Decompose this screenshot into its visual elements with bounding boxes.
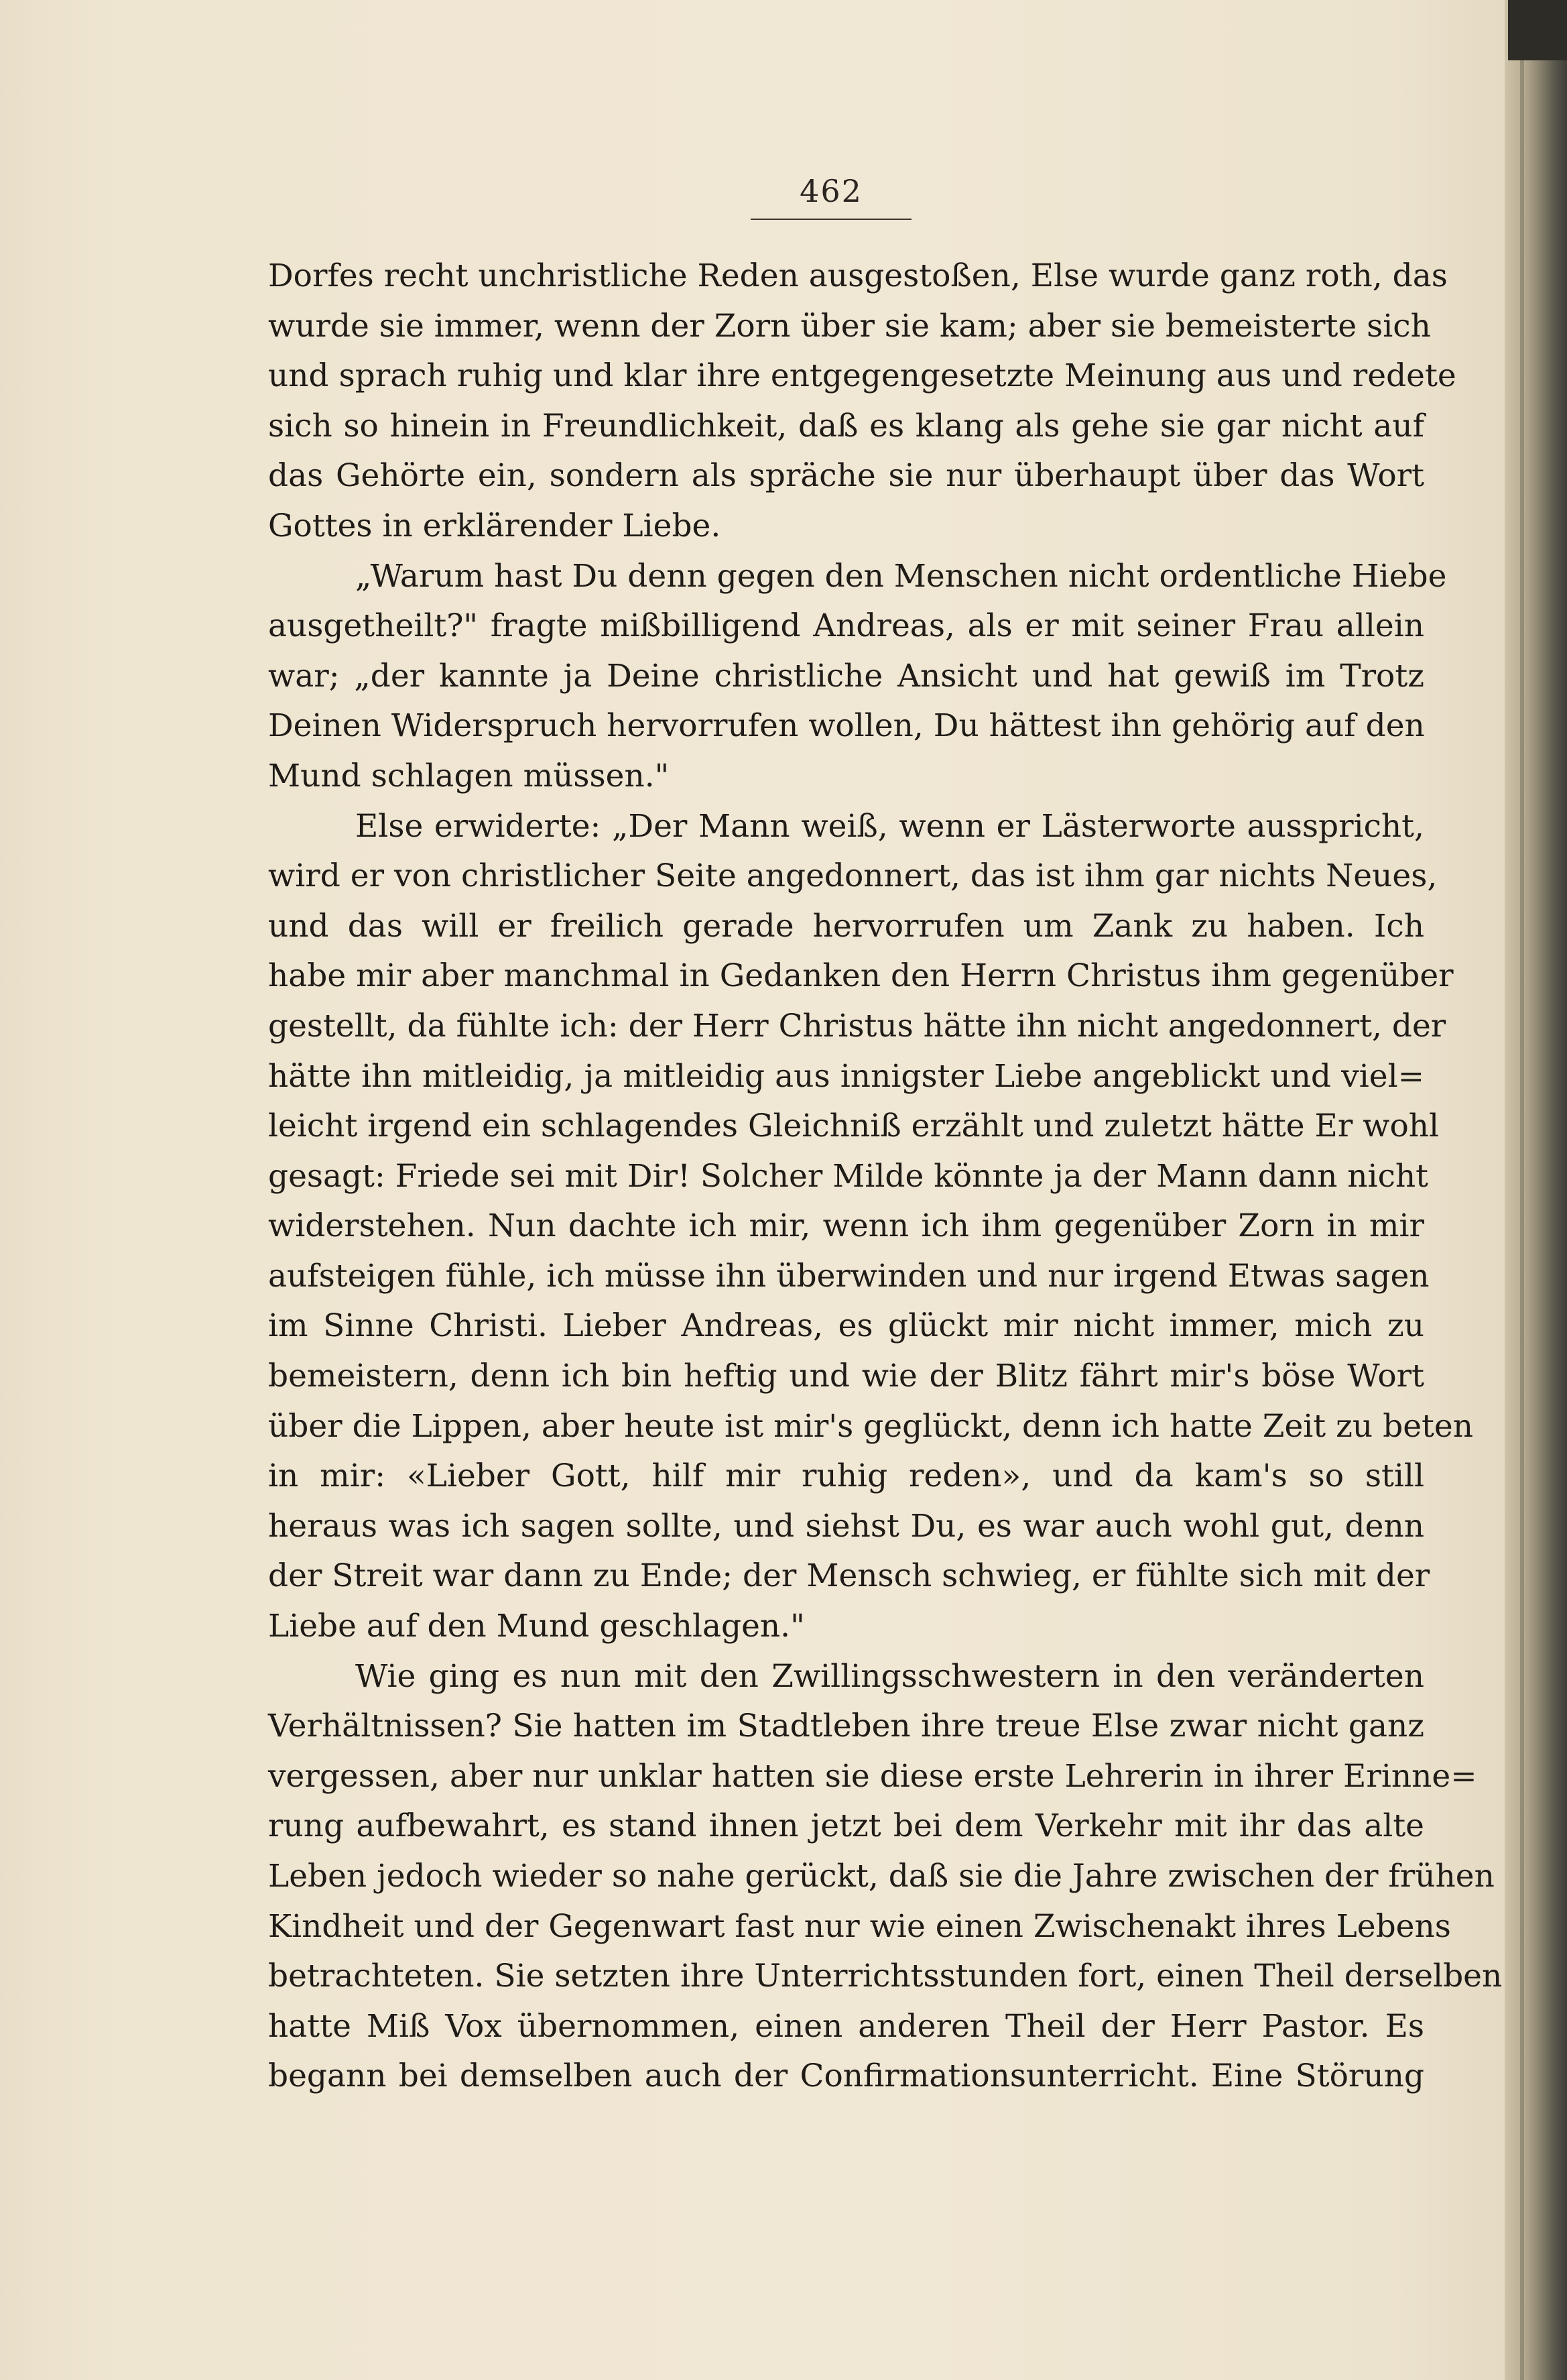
page-number-rule — [751, 219, 912, 220]
body-text — [268, 251, 1503, 2102]
text-line: aufsteigen fühle, ich müsse ihn überwinden und nur irgend Etwas sagen — [268, 1257, 1430, 1295]
text-line: Deinen Widerspruch hervorrufen wollen, Du hättest ihn gehörig auf den — [268, 707, 1425, 745]
text-line: gesagt: Friede sei mit Dir! Solcher Milde könnte ja der Mann dann nicht — [268, 1157, 1429, 1195]
text-line: Wie ging es nun mit den Zwillingsschwestern in den veränderten — [355, 1657, 1424, 1695]
text-line: Kindheit und der Gegenwart fast nur wie einen Zwischenakt ihres Lebens — [268, 1907, 1451, 1945]
text-line: widerstehen. Nun dachte ich mir, wenn ich ihm gegenüber Zorn in mir — [268, 1207, 1424, 1245]
text-line: über die Lippen, aber heute ist mir's geglückt, denn ich hatte Zeit zu beten — [268, 1407, 1473, 1445]
text-line: war; „der kannte ja Deine christliche Ansicht und hat gewiß im Trotz — [268, 657, 1424, 695]
text-line: betrachteten. Sie setzten ihre Unterrichtsstunden fort, einen Theil derselben — [268, 1958, 1503, 1995]
text-line: begann bei demselben auch der Confirmationsunterricht. Eine Störung — [268, 2058, 1424, 2095]
text-line: und das will er freilich gerade hervorrufen um Zank zu haben. Ich — [268, 907, 1424, 945]
text-line: wurde sie immer, wenn der Zorn über sie kam; aber sie bemeisterte sich — [268, 307, 1431, 345]
corner-shadow — [1508, 0, 1567, 60]
text-line: Else erwiderte: „Der Mann weiß, wenn er Lästerworte ausspricht, — [355, 807, 1424, 845]
text-line: „Warum hast Du denn gegen den Menschen nicht ordentliche Hiebe — [355, 557, 1447, 595]
text-line: vergessen, aber nur unklar hatten sie diese erste Lehrerin in ihrer Erinne= — [268, 1757, 1477, 1795]
text-line: hatte Miß Vox übernommen, einen anderen Theil der Herr Pastor. Es — [268, 2007, 1424, 2045]
text-line: Liebe auf den Mund geschlagen." — [268, 1608, 805, 1645]
text-line: wird er von christlicher Seite angedonnert, das ist ihm gar nichts Neues, — [268, 857, 1438, 895]
page-number: 462 — [800, 173, 863, 209]
text-line: und sprach ruhig und klar ihre entgegengesetzte Meinung aus und redete — [268, 357, 1456, 395]
book-spine — [1505, 0, 1567, 2380]
text-line: in mir: «Lieber Gott, hilf mir ruhig reden», und da kam's so still — [268, 1457, 1424, 1495]
text-line: der Streit war dann zu Ende; der Mensch schwieg, er fühlte sich mit der — [268, 1557, 1430, 1595]
text-line: bemeistern, denn ich bin heftig und wie der Blitz fährt mir's böse Wort — [268, 1358, 1424, 1395]
text-line: rung aufbewahrt, es stand ihnen jetzt bei dem Verkehr mit ihr das alte — [268, 1807, 1424, 1845]
text-line: leicht irgend ein schlagendes Gleichniß erzählt und zuletzt hätte Er wohl — [268, 1108, 1440, 1145]
text-line: heraus was ich sagen sollte, und siehst Du, es war auch wohl gut, denn — [268, 1507, 1424, 1545]
text-line: habe mir aber manchmal in Gedanken den Herrn Christus ihm gegenüber — [268, 957, 1454, 995]
text-line: Leben jedoch wieder so nahe gerückt, daß sie die Jahre zwischen der frühen — [268, 1858, 1495, 1895]
text-line: im Sinne Christi. Lieber Andreas, es glückt mir nicht immer, mich zu — [268, 1307, 1424, 1345]
text-line: ausgetheilt?" fragte mißbilligend Andreas, als er mit seiner Frau allein — [268, 607, 1424, 645]
text-line: hätte ihn mitleidig, ja mitleidig aus innigster Liebe angeblickt und viel= — [268, 1057, 1424, 1095]
text-line: sich so hinein in Freundlichkeit, daß es klang als gehe sie gar nicht auf — [268, 407, 1424, 444]
text-line: gestellt, da fühlte ich: der Herr Christus hätte ihn nicht angedonnert, der — [268, 1007, 1446, 1045]
text-line: Verhältnissen? Sie hatten im Stadtleben ihre treue Else zwar nicht ganz — [268, 1708, 1424, 1745]
text-line: Gottes in erklärender Liebe. — [268, 507, 721, 544]
text-line: Dorfes recht unchristliche Reden ausgestoßen, Else wurde ganz roth, das — [268, 257, 1448, 294]
page-edge — [1520, 0, 1524, 2380]
text-line: Mund schlagen müssen." — [268, 757, 670, 794]
text-line: das Gehörte ein, sondern als spräche sie nur überhaupt über das Wort — [268, 457, 1424, 495]
